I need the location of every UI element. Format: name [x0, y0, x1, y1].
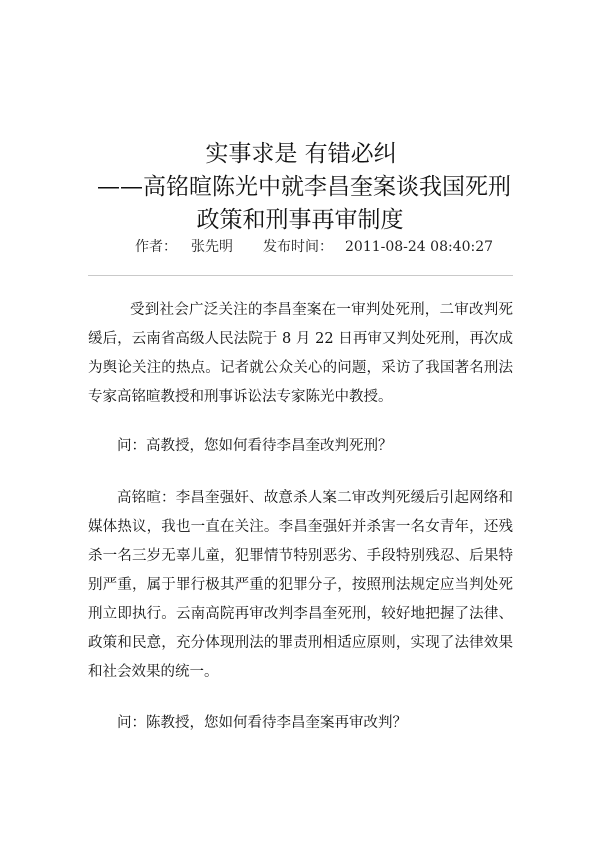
title-line-2: ——高铭暄陈光中就李昌奎案谈我国死刑 — [97, 174, 511, 200]
question-paragraph: 问：高教授，您如何看待李昌奎改判死刑？ — [117, 438, 393, 454]
article-title — [0, 138, 600, 237]
published-label: 发布时间： — [263, 239, 333, 255]
answer-paragraph: 高铭暄：李昌奎强奸、故意杀人案二审改判死缓后引起网络和媒体热议，我也一直在关注。李昌奎强奸并杀害一名女青年，还残杀一名三岁无辜儿童，犯罪情节特别恶劣、手段特别残忍、后果特别严重，属于罪行极其严重的犯罪分子，按照刑法规定应当判处死刑立即执行。云南高院再审改判李昌奎死刑，较好地把握了法律、政策和民意，充分体现刑法的罪责刑相适应原则，实现了法律效果和社会效果的统一。 — [88, 490, 513, 680]
author-name: 张先明 — [191, 239, 233, 255]
article-meta — [135, 238, 493, 256]
intro-paragraph: 受到社会广泛关注的李昌奎案在一审判处死刑，二审改判死缓后，云南省高级人民法院于 8 月 22 日再审又判处死刑，再次成为舆论关注的热点。记者就公众关心的问题，采访了我国著名刑法专家高铭暄教授和刑事诉讼法专家陈光中教授。 — [88, 302, 513, 405]
published-time: 2011-08-24 08:40:27 — [345, 239, 494, 255]
article-body — [88, 296, 513, 738]
title-line-3: 政策和刑事再审制度 — [196, 207, 404, 233]
question-paragraph: 问：陈教授，您如何看待李昌奎案再审改判？ — [117, 715, 407, 731]
divider — [88, 275, 513, 276]
title-line-1: 实事求是 有错必纠 — [205, 141, 397, 167]
author-label: 作者： — [135, 239, 177, 255]
